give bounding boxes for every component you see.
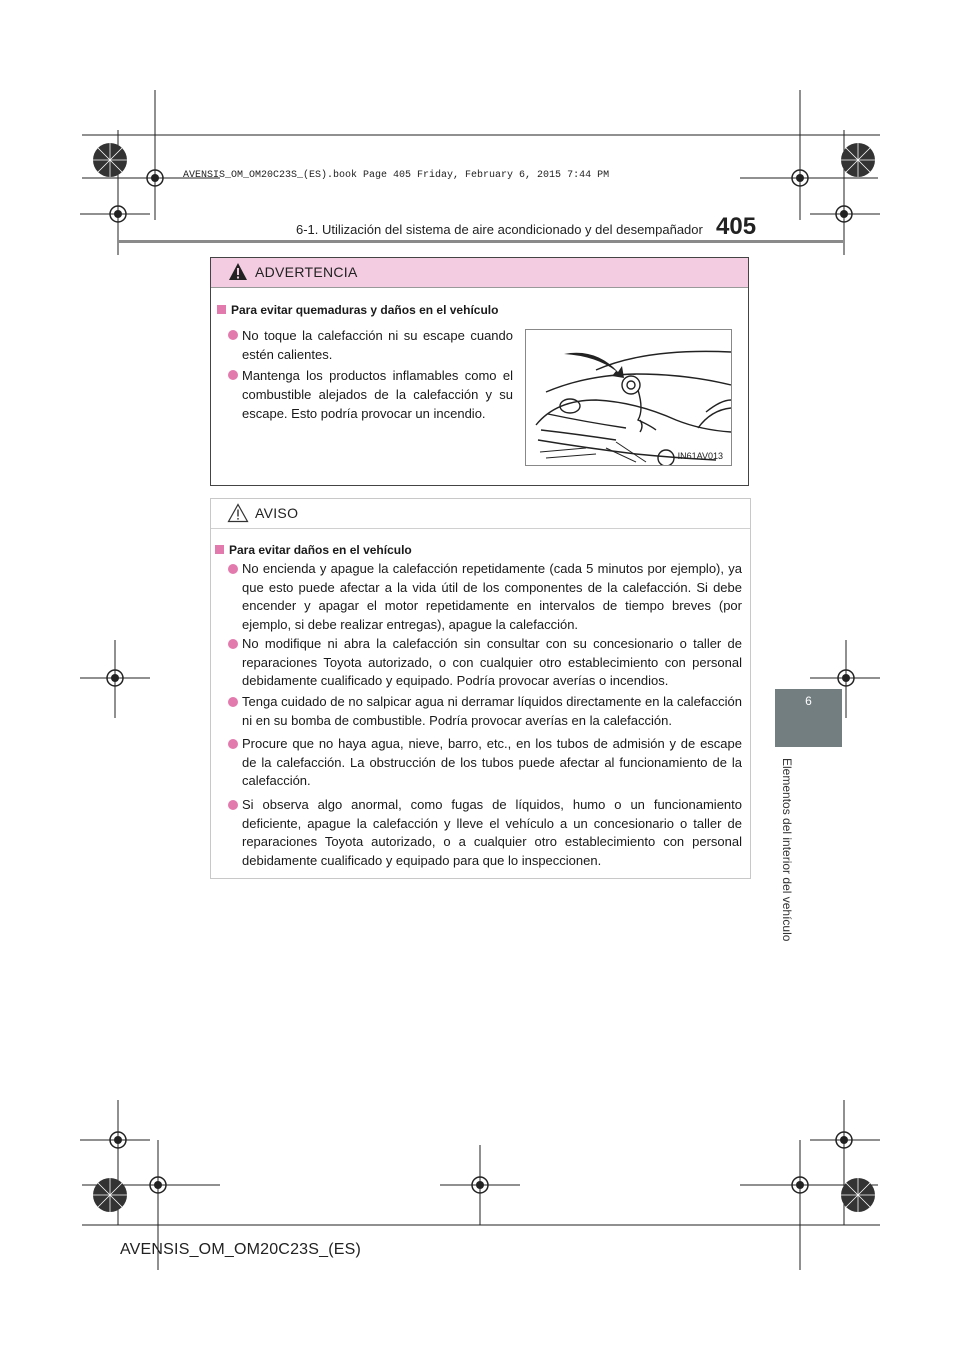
- notice-title: AVISO: [255, 505, 299, 521]
- figure-code: IN61AV013: [677, 451, 723, 461]
- section-title: 6-1. Utilización del sistema de aire acondicionado y del desempañador: [296, 222, 703, 237]
- warning-header: [211, 258, 748, 288]
- notice-bullet: Si observa algo anormal, como fugas de líquidos, humo o un funcionamiento deficiente, apague la calefacción y lleve el vehículo a un concesionario o taller de reparaciones Toyota autorizado, o a cualquier otro establecimiento con personal debidamente cualificado y equipado para que lo inspeccionen.: [242, 796, 742, 870]
- round-bullet-icon: [228, 800, 238, 810]
- chapter-number: 6: [805, 694, 812, 708]
- square-bullet-icon: [215, 545, 224, 554]
- notice-bullet: No modifique ni abra la calefacción sin consultar con su concesionario o taller de reparaciones Toyota autorizado, o con cualquier otro establecimiento con personal debidamente cualificado y equipado. Podría provocar averías o incendios.: [242, 635, 742, 691]
- chapter-tab: [775, 689, 842, 747]
- notice-header: [211, 499, 750, 529]
- round-bullet-icon: [228, 639, 238, 649]
- page-number: 405: [716, 213, 757, 240]
- square-bullet-icon: [217, 305, 226, 314]
- warning-subheading: Para evitar quemaduras y daños en el vehículo: [217, 303, 498, 317]
- round-bullet-icon: [228, 370, 238, 380]
- warning-title: ADVERTENCIA: [255, 264, 358, 280]
- notice-subheading: Para evitar daños en el vehículo: [215, 543, 412, 557]
- round-bullet-icon: [228, 739, 238, 749]
- header-rule: [118, 240, 843, 243]
- caution-triangle-icon: [227, 503, 249, 523]
- warning-triangle-icon: [228, 262, 248, 281]
- car-front-drawing: [526, 330, 731, 465]
- notice-bullet: Tenga cuidado de no salpicar agua ni derramar líquidos directamente en la calefacción ni en su bomba de combustible. Podría provocar averías en la calefacción.: [242, 693, 742, 730]
- chapter-side-title: [778, 758, 798, 958]
- chapter-title: Elementos del interior del vehículo: [780, 758, 794, 942]
- warning-bullet: No toque la calefacción ni su escape cuando estén calientes.: [242, 326, 513, 364]
- notice-box: [210, 498, 751, 879]
- notice-bullet: Procure que no haya agua, nieve, barro, etc., en los tubos de admisión y de escape de la calefacción. La obstrucción de los tubos puede afectar al funcionamiento de la calefacción.: [242, 735, 742, 791]
- round-bullet-icon: [228, 697, 238, 707]
- manual-code: AVENSIS_OM_OM20C23S_(ES): [120, 1241, 362, 1258]
- notice-bullet: No encienda y apague la calefacción repetidamente (cada 5 minutos por ejemplo), ya que esto puede afectar a la vida útil de los componentes de la calefacción. Si debe encender y apagar el motor repetidamente en intervalos de tiempo breves (por ejemplo, si debe realizar entregas), apague la calefacción.: [242, 560, 742, 634]
- warning-bullet: Mantenga los productos inflamables como el combustible alejados de la calefacción y su escape. Esto podría provocar un incendio.: [242, 366, 513, 424]
- round-bullet-icon: [228, 564, 238, 574]
- round-bullet-icon: [228, 330, 238, 340]
- car-heater-illustration: [525, 329, 732, 466]
- book-info-line: AVENSIS_OM_OM20C23S_(ES).book Page 405 Friday, February 6, 2015 7:44 PM: [183, 170, 610, 181]
